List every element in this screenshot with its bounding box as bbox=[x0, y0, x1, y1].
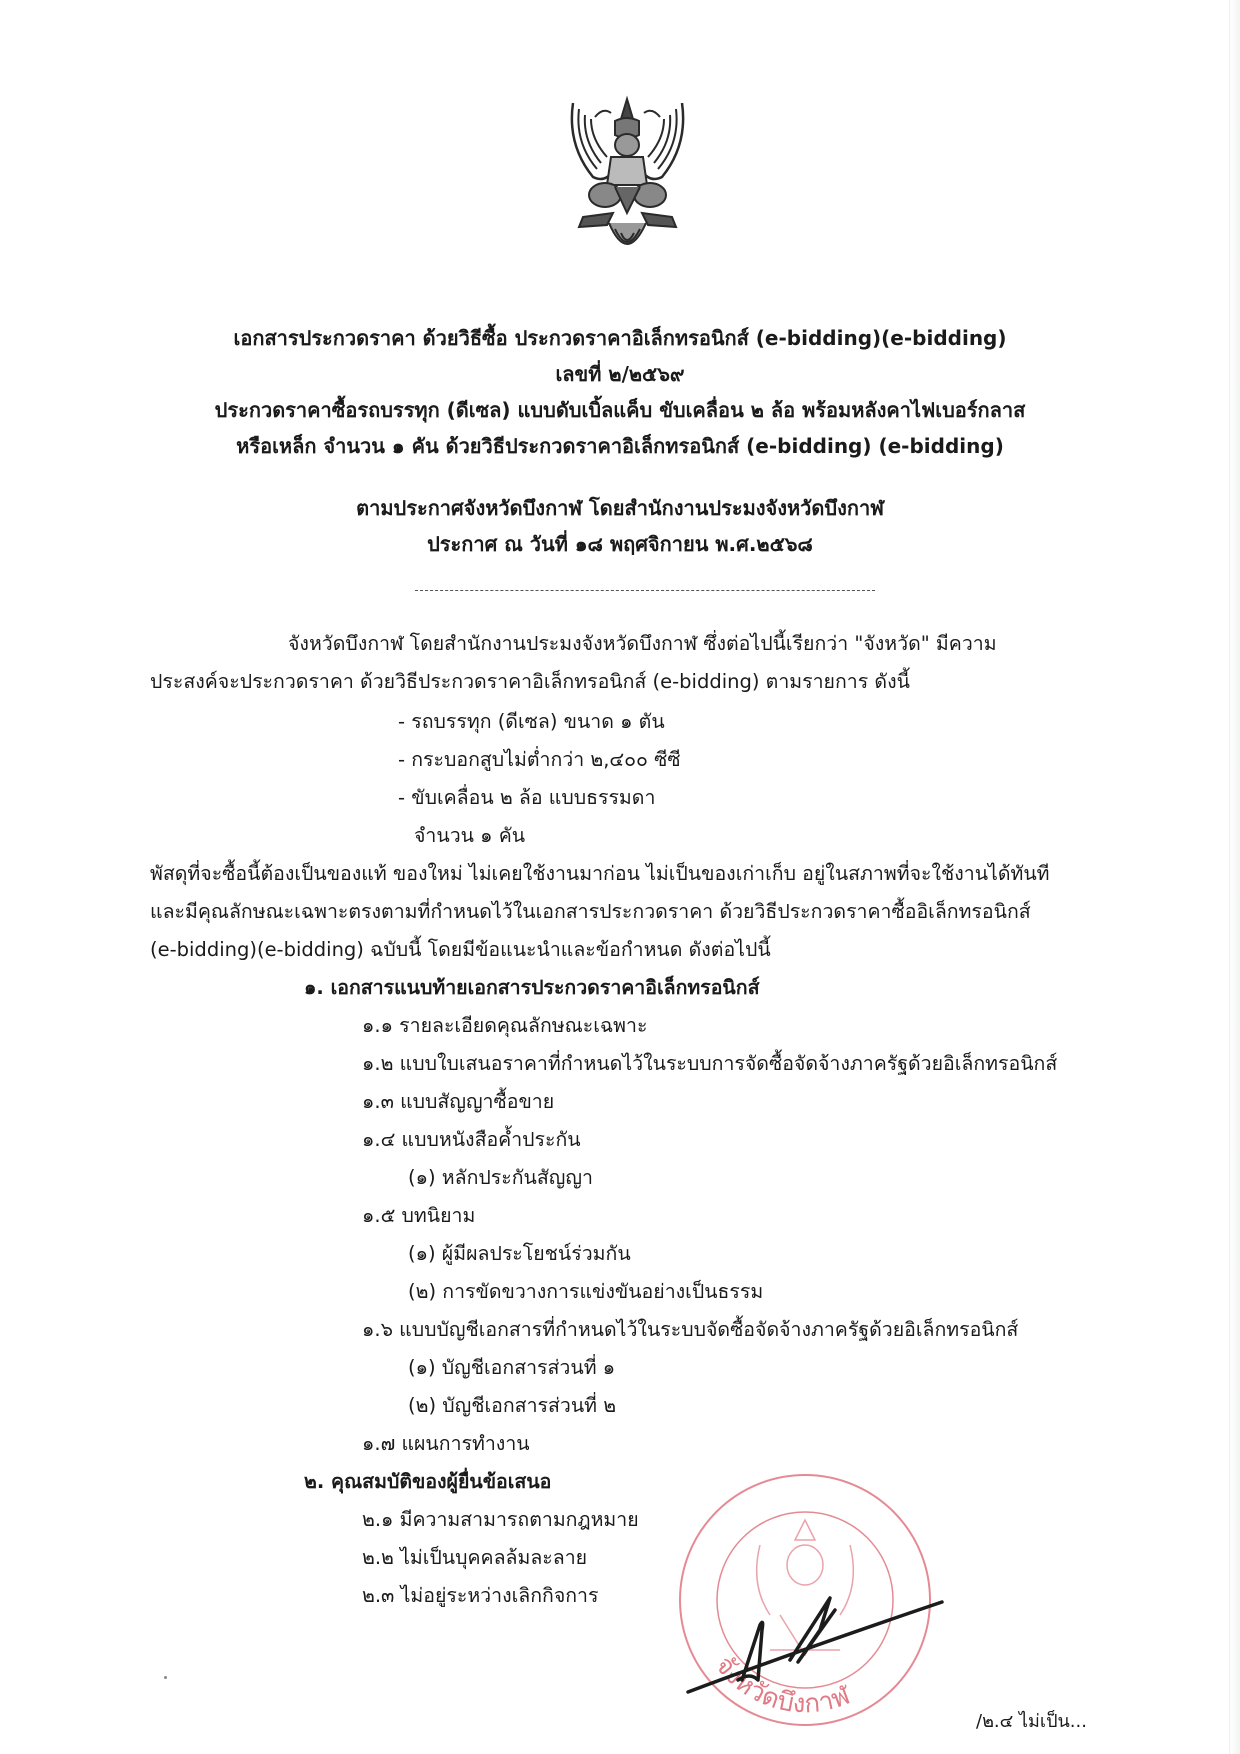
section-1-5-2: (๒) การขัดขวางการแข่งขันอย่างเป็นธรรม bbox=[408, 1280, 764, 1303]
item-quantity: จำนวน ๑ คัน bbox=[414, 824, 526, 847]
section-1-7: ๑.๗ แผนการทำงาน bbox=[362, 1432, 530, 1455]
section-1-5-1: (๑) ผู้มีผลประโยชน์ร่วมกัน bbox=[408, 1242, 631, 1265]
section-1-6-2: (๒) บัญชีเอกสารส่วนที่ ๒ bbox=[408, 1394, 617, 1417]
signature-icon bbox=[680, 1580, 950, 1700]
section-1-6-1: (๑) บัญชีเอกสารส่วนที่ ๑ bbox=[408, 1356, 616, 1379]
intro-line-1: จังหวัดบึงกาฬ โดยสำนักงานประมงจังหวัดบึงกาฬ ซึ่งต่อไปนี้เรียกว่า "จังหวัด" มีความ bbox=[288, 632, 997, 655]
scan-speck bbox=[164, 1676, 167, 1679]
garuda-emblem-icon bbox=[565, 95, 690, 260]
section-1-6: ๑.๖ แบบบัญชีเอกสารที่กำหนดไว้ในระบบจัดซื้อจัดจ้างภาครัฐด้วยอิเล็กทรอนิกส์ bbox=[362, 1318, 1019, 1341]
document-number: เลขที่ ๒/๒๕๖๙ bbox=[555, 362, 685, 386]
item-drive: - ขับเคลื่อน ๒ ล้อ แบบธรรมดา bbox=[398, 786, 656, 809]
section-2-1: ๒.๑ มีความสามารถตามกฎหมาย bbox=[362, 1508, 639, 1531]
section-1-5: ๑.๕ บทนิยาม bbox=[362, 1204, 476, 1227]
title-line-1: เอกสารประกวดราคา ด้วยวิธีซื้อ ประกวดราคาอิเล็กทรอนิกส์ (e-bidding)(e-bidding) bbox=[233, 326, 1007, 350]
continuation-marker: /๒.๔ ไม่เป็น... bbox=[976, 1711, 1087, 1732]
paragraph-line-1: พัสดุที่จะซื้อนี้ต้องเป็นของแท้ ของใหม่ ไม่เคยใช้งานมาก่อน ไม่เป็นของเก่าเก็บ อยู่ในสภาพที่จะใช้งานได้ทันที bbox=[150, 862, 1050, 885]
item-cylinder: - กระบอกสูบไม่ต่ำกว่า ๒,๔๐๐ ซีซี bbox=[398, 748, 681, 771]
section-1-heading: ๑. เอกสารแนบท้ายเอกสารประกวดราคาอิเล็กทรอนิกส์ bbox=[304, 976, 760, 999]
section-1-4-1: (๑) หลักประกันสัญญา bbox=[408, 1166, 593, 1189]
announcement-line: ตามประกาศจังหวัดบึงกาฬ โดยสำนักงานประมงจังหวัดบึงกาฬ bbox=[356, 496, 884, 520]
intro-line-2: ประสงค์จะประกวดราคา ด้วยวิธีประกวดราคาอิเล็กทรอนิกส์ (e-bidding) ตามรายการ ดังนี้ bbox=[150, 670, 910, 693]
section-2-heading: ๒. คุณสมบัติของผู้ยื่นข้อเสนอ bbox=[304, 1470, 552, 1493]
title-line-3: ประกวดราคาซื้อรถบรรทุก (ดีเซล) แบบดับเบิ้ลแค็บ ขับเคลื่อน ๒ ล้อ พร้อมหลังคาไฟเบอร์กลาส bbox=[214, 398, 1026, 422]
title-line-4: หรือเหล็ก จำนวน ๑ คัน ด้วยวิธีประกวดราคาอิเล็กทรอนิกส์ (e-bidding) (e-bidding) bbox=[236, 434, 1004, 458]
section-1-2: ๑.๒ แบบใบเสนอราคาที่กำหนดไว้ในระบบการจัดซื้อจัดจ้างภาครัฐด้วยอิเล็กทรอนิกส์ bbox=[362, 1052, 1058, 1075]
item-truck: - รถบรรทุก (ดีเซล) ขนาด ๑ ตัน bbox=[398, 710, 665, 733]
section-1-1: ๑.๑ รายละเอียดคุณลักษณะเฉพาะ bbox=[362, 1014, 648, 1037]
section-1-4: ๑.๔ แบบหนังสือค้ำประกัน bbox=[362, 1128, 581, 1151]
seal-text: จังหวัดบึงกาฬ bbox=[708, 1650, 855, 1720]
page-edge bbox=[1229, 0, 1240, 1754]
title-divider bbox=[415, 590, 875, 591]
paragraph-line-3: (e-bidding)(e-bidding) ฉบับนี้ โดยมีข้อแนะนำและข้อกำหนด ดังต่อไปนี้ bbox=[150, 938, 771, 961]
announcement-date: ประกาศ ณ วันที่ ๑๘ พฤศจิกายน พ.ศ.๒๕๖๘ bbox=[427, 532, 813, 556]
section-2-3: ๒.๓ ไม่อยู่ระหว่างเลิกกิจการ bbox=[362, 1584, 599, 1607]
section-2-2: ๒.๒ ไม่เป็นบุคคลล้มละลาย bbox=[362, 1546, 588, 1569]
paragraph-line-2: และมีคุณลักษณะเฉพาะตรงตามที่กำหนดไว้ในเอกสารประกวดราคา ด้วยวิธีประกวดราคาซื้ออิเล็กทรอนิกส์ bbox=[150, 900, 1031, 923]
section-1-3: ๑.๓ แบบสัญญาซื้อขาย bbox=[362, 1090, 555, 1113]
